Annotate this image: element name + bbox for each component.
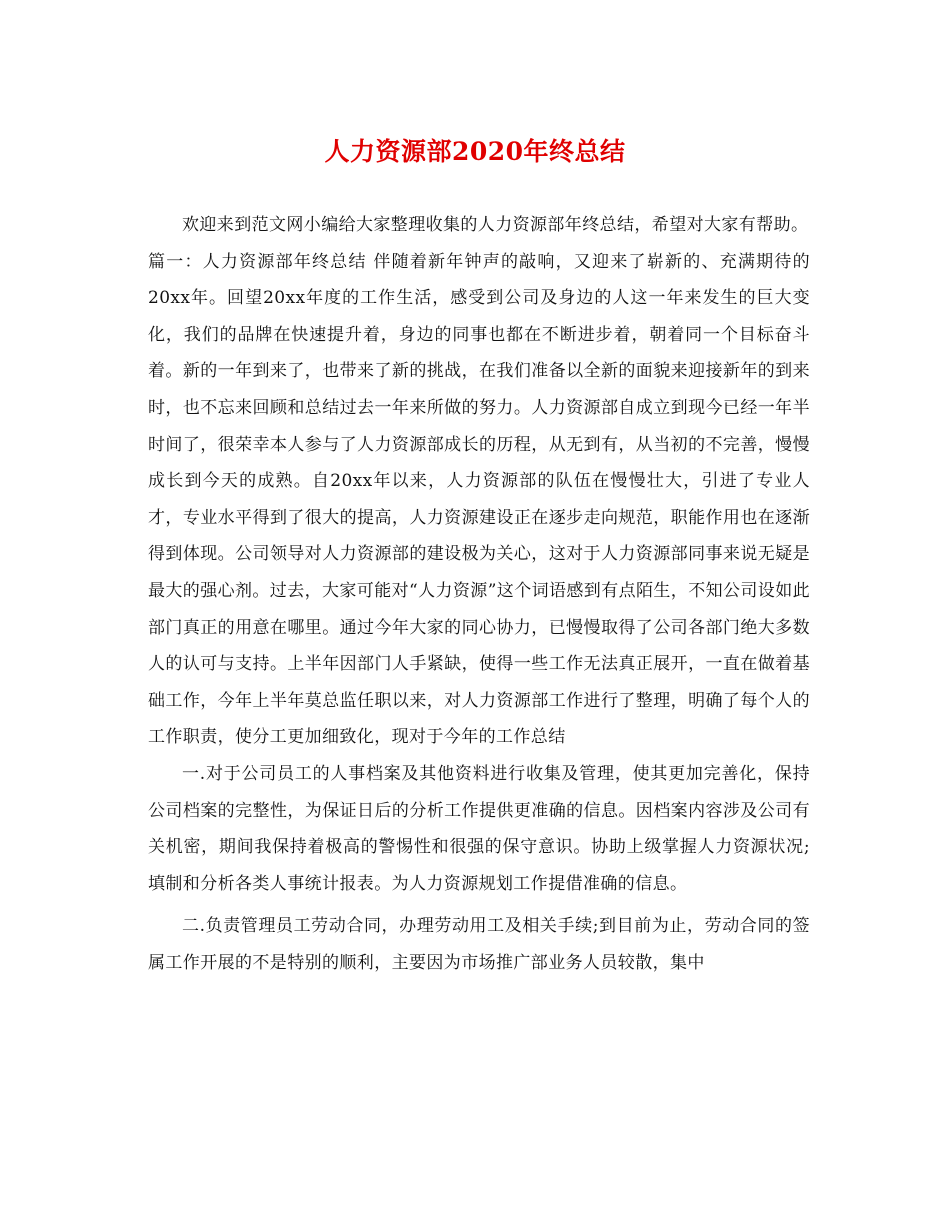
- part-one-paragraph: 篇一：人力资源部年终总结 伴随着新年钟声的敲响，又迎来了崭新的、充满期待的20xx年。回望20xx年度的工作生活，感受到公司及身边的人这一年来发生的巨大变化，我们的品牌在快速提升着，身边的同事也都在不断进步着，朝着同一个目标奋斗着。新的一年到来了，也带来了新的挑战，在我们准备以全新的面貌来迎接新年的到来时，也不忘来回顾和总结过去一年来所做的努力。人力资源部自成立到现今已经一年半时间了，很荣幸本人参与了人力资源部成长的历程，从无到有，从当初的不完善，慢慢成长到今天的成熟。自20xx年以来，人力资源部的队伍在慢慢壮大，引进了专业人才，专业水平得到了很大的提高，人力资源建设正在逐步走向规范，职能作用也在逐渐得到体现。公司领导对人力资源部的建设极为关心，这对于人力资源部同事来说无疑是最大的强心剂。过去，大家可能对“人力资源”这个词语感到有点陌生，不知公司设如此部门真正的用意在哪里。通过今年大家的同心协力，已慢慢取得了公司各部门绝大多数人的认可与支持。上半年因部门人手紧缺，使得一些工作无法真正展开，一直在做着基础工作，今年上半年莫总监任职以来，对人力资源部工作进行了整理，明确了每个人的工作职责，使分工更加细致化，现对于今年的工作总结: [148, 251, 810, 748]
- item-one-paragraph: 一.对于公司员工的人事档案及其他资料进行收集及管理，使其更加完善化，保持公司档案的完整性，为保证日后的分析工作提供更准确的信息。因档案内容涉及公司有关机密，期间我保持着极高的警惕性和很强的保守意识。协助上级掌握人力资源状况;填制和分析各类人事统计报表。为人力资源规划工作提借准确的信息。: [148, 763, 810, 894]
- document-title: 人力资源部2020年终总结: [324, 137, 626, 166]
- document-body: [148, 207, 810, 981]
- intro-paragraph: 欢迎来到范文网小编给大家整理收集的人力资源部年终总结，希望对大家有帮助。: [182, 215, 809, 235]
- item-two-paragraph: 二.负责管理员工劳动合同，办理劳动用工及相关手续;到目前为止，劳动合同的签属工作开展的不是特别的顺利，主要因为市场推广部业务人员较散，集中: [148, 916, 810, 973]
